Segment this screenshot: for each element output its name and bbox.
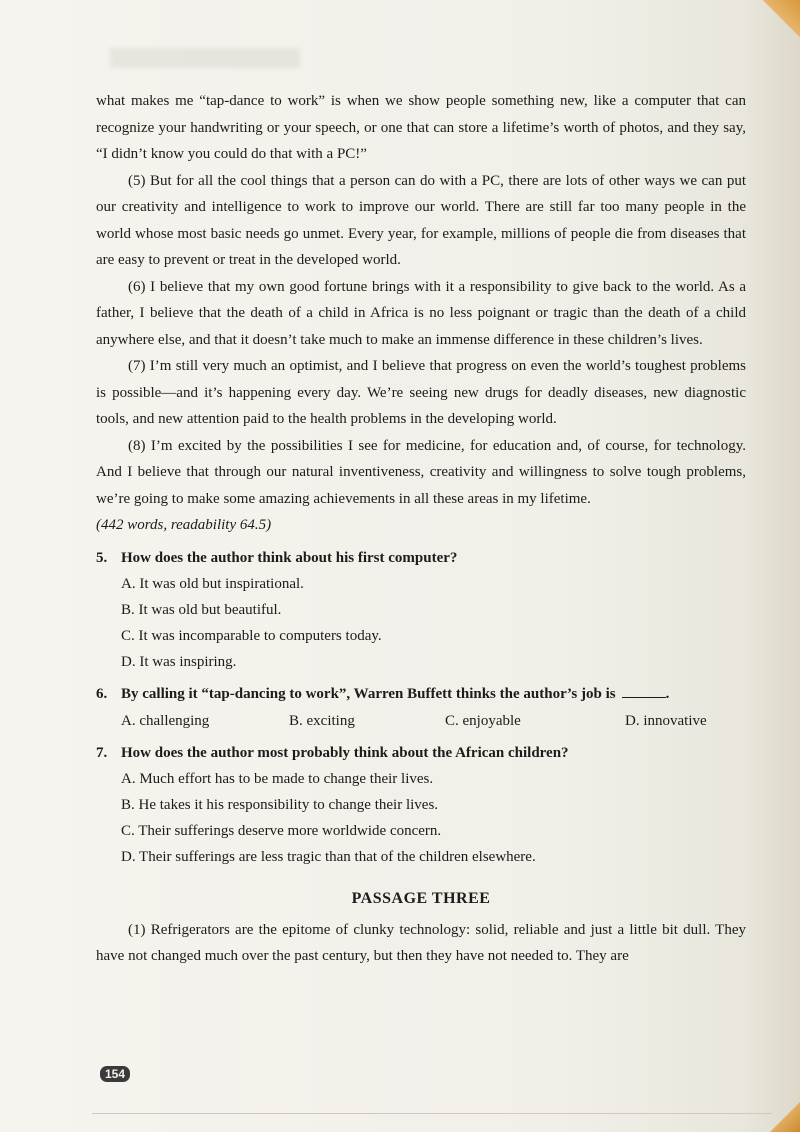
question-number: 7. [96, 744, 108, 761]
question-number: 6. [96, 686, 108, 702]
passage-paragraph-continued: what makes me “tap-dance to work” is when we show people something new, like a computer that can recognize your handwriting or your speech, or one that can store a lifetime’s worth of photos, and they say, “I didn’t know you could do that with a PC!” [96, 93, 746, 162]
question-6 [96, 681, 746, 734]
question-text-wrap [121, 681, 669, 708]
question-7 [96, 740, 746, 871]
question-stem [96, 740, 746, 767]
option-b: B. He takes it his responsibility to change their lives. [121, 797, 439, 813]
page-bottom-rule [92, 1113, 772, 1114]
option-c: C. enjoyable [445, 712, 521, 729]
passage-word-count: (442 words, readability 64.5) [96, 517, 272, 533]
question-text: How does the author think about his first computer? [121, 549, 458, 566]
passage-paragraph-5: (5) But for all the cool things that a person can do with a PC, there are lots of other ways we can put our creativity and intelligence to work to improve our world. There are still far too many people in the world whose most basic needs go unmet. Every year, for example, millions of people die from diseases that are easy to prevent or treat in the developed world. [96, 172, 746, 268]
option-d: D. Their sufferings are less tragic than that of the children elsewhere. [121, 849, 536, 865]
option-c: C. Their sufferings deserve more worldwide concern. [121, 823, 442, 839]
option-a: A. challenging [121, 712, 210, 729]
page-number-badge: 154 [100, 1066, 130, 1082]
question-5 [96, 545, 746, 676]
option-a: A. It was old but inspirational. [121, 576, 304, 592]
option-c: C. It was incomparable to computers today. [121, 628, 382, 644]
question-stem [96, 681, 746, 708]
question-end-punct: . [665, 686, 670, 702]
answer-blank [622, 685, 666, 698]
passage-paragraph-7: (7) I’m still very much an optimist, and I believe that progress on even the world’s toughest problems is possible—and it’s happening every day. We’re seeing new drugs for deadly diseases, new diagnostic tools, and new attention paid to the health problems in the developing world. [96, 358, 746, 427]
passage-paragraph-8: (8) I’m excited by the possibilities I see for medicine, for education and, of course, for technology. And I believe that through our natural inventiveness, creativity and willingness to solve tough problems, we’re going to make some amazing achievements in all these areas in my lifetime. [96, 437, 746, 507]
passage-three-paragraph-1: (1) Refrigerators are the epitome of clunky technology: solid, reliable and just a little bit dull. They have not changed much over the past century, but then they have not needed to. They are [96, 921, 746, 964]
passage-paragraph-6: (6) I believe that my own good fortune brings with it a responsibility to give back to the world. As a father, I believe that the death of a child in Africa is no less poignant or tragic than the death of a child anywhere else, and that it doesn’t take much to make an immense difference in these children’s lives. [96, 278, 746, 348]
option-d: D. innovative [625, 712, 707, 729]
question-text: How does the author most probably think about the African children? [121, 744, 569, 761]
question-number: 5. [96, 549, 108, 566]
question-stem [96, 545, 746, 572]
passage-three-heading: PASSAGE THREE [351, 890, 491, 907]
question-text: By calling it “tap-dancing to work”, Warren Buffett thinks the author’s job is [121, 686, 616, 702]
page-corner-fold-bottom [766, 1092, 800, 1132]
bleed-through-shadow [110, 48, 300, 68]
option-d: D. It was inspiring. [121, 654, 237, 670]
page-content [96, 88, 746, 970]
page-corner-fold-top [758, 0, 800, 40]
option-a: A. Much effort has to be made to change their lives. [121, 771, 434, 787]
option-b: B. It was old but beautiful. [121, 602, 282, 618]
option-b: B. exciting [289, 712, 355, 729]
options-row [121, 708, 746, 734]
